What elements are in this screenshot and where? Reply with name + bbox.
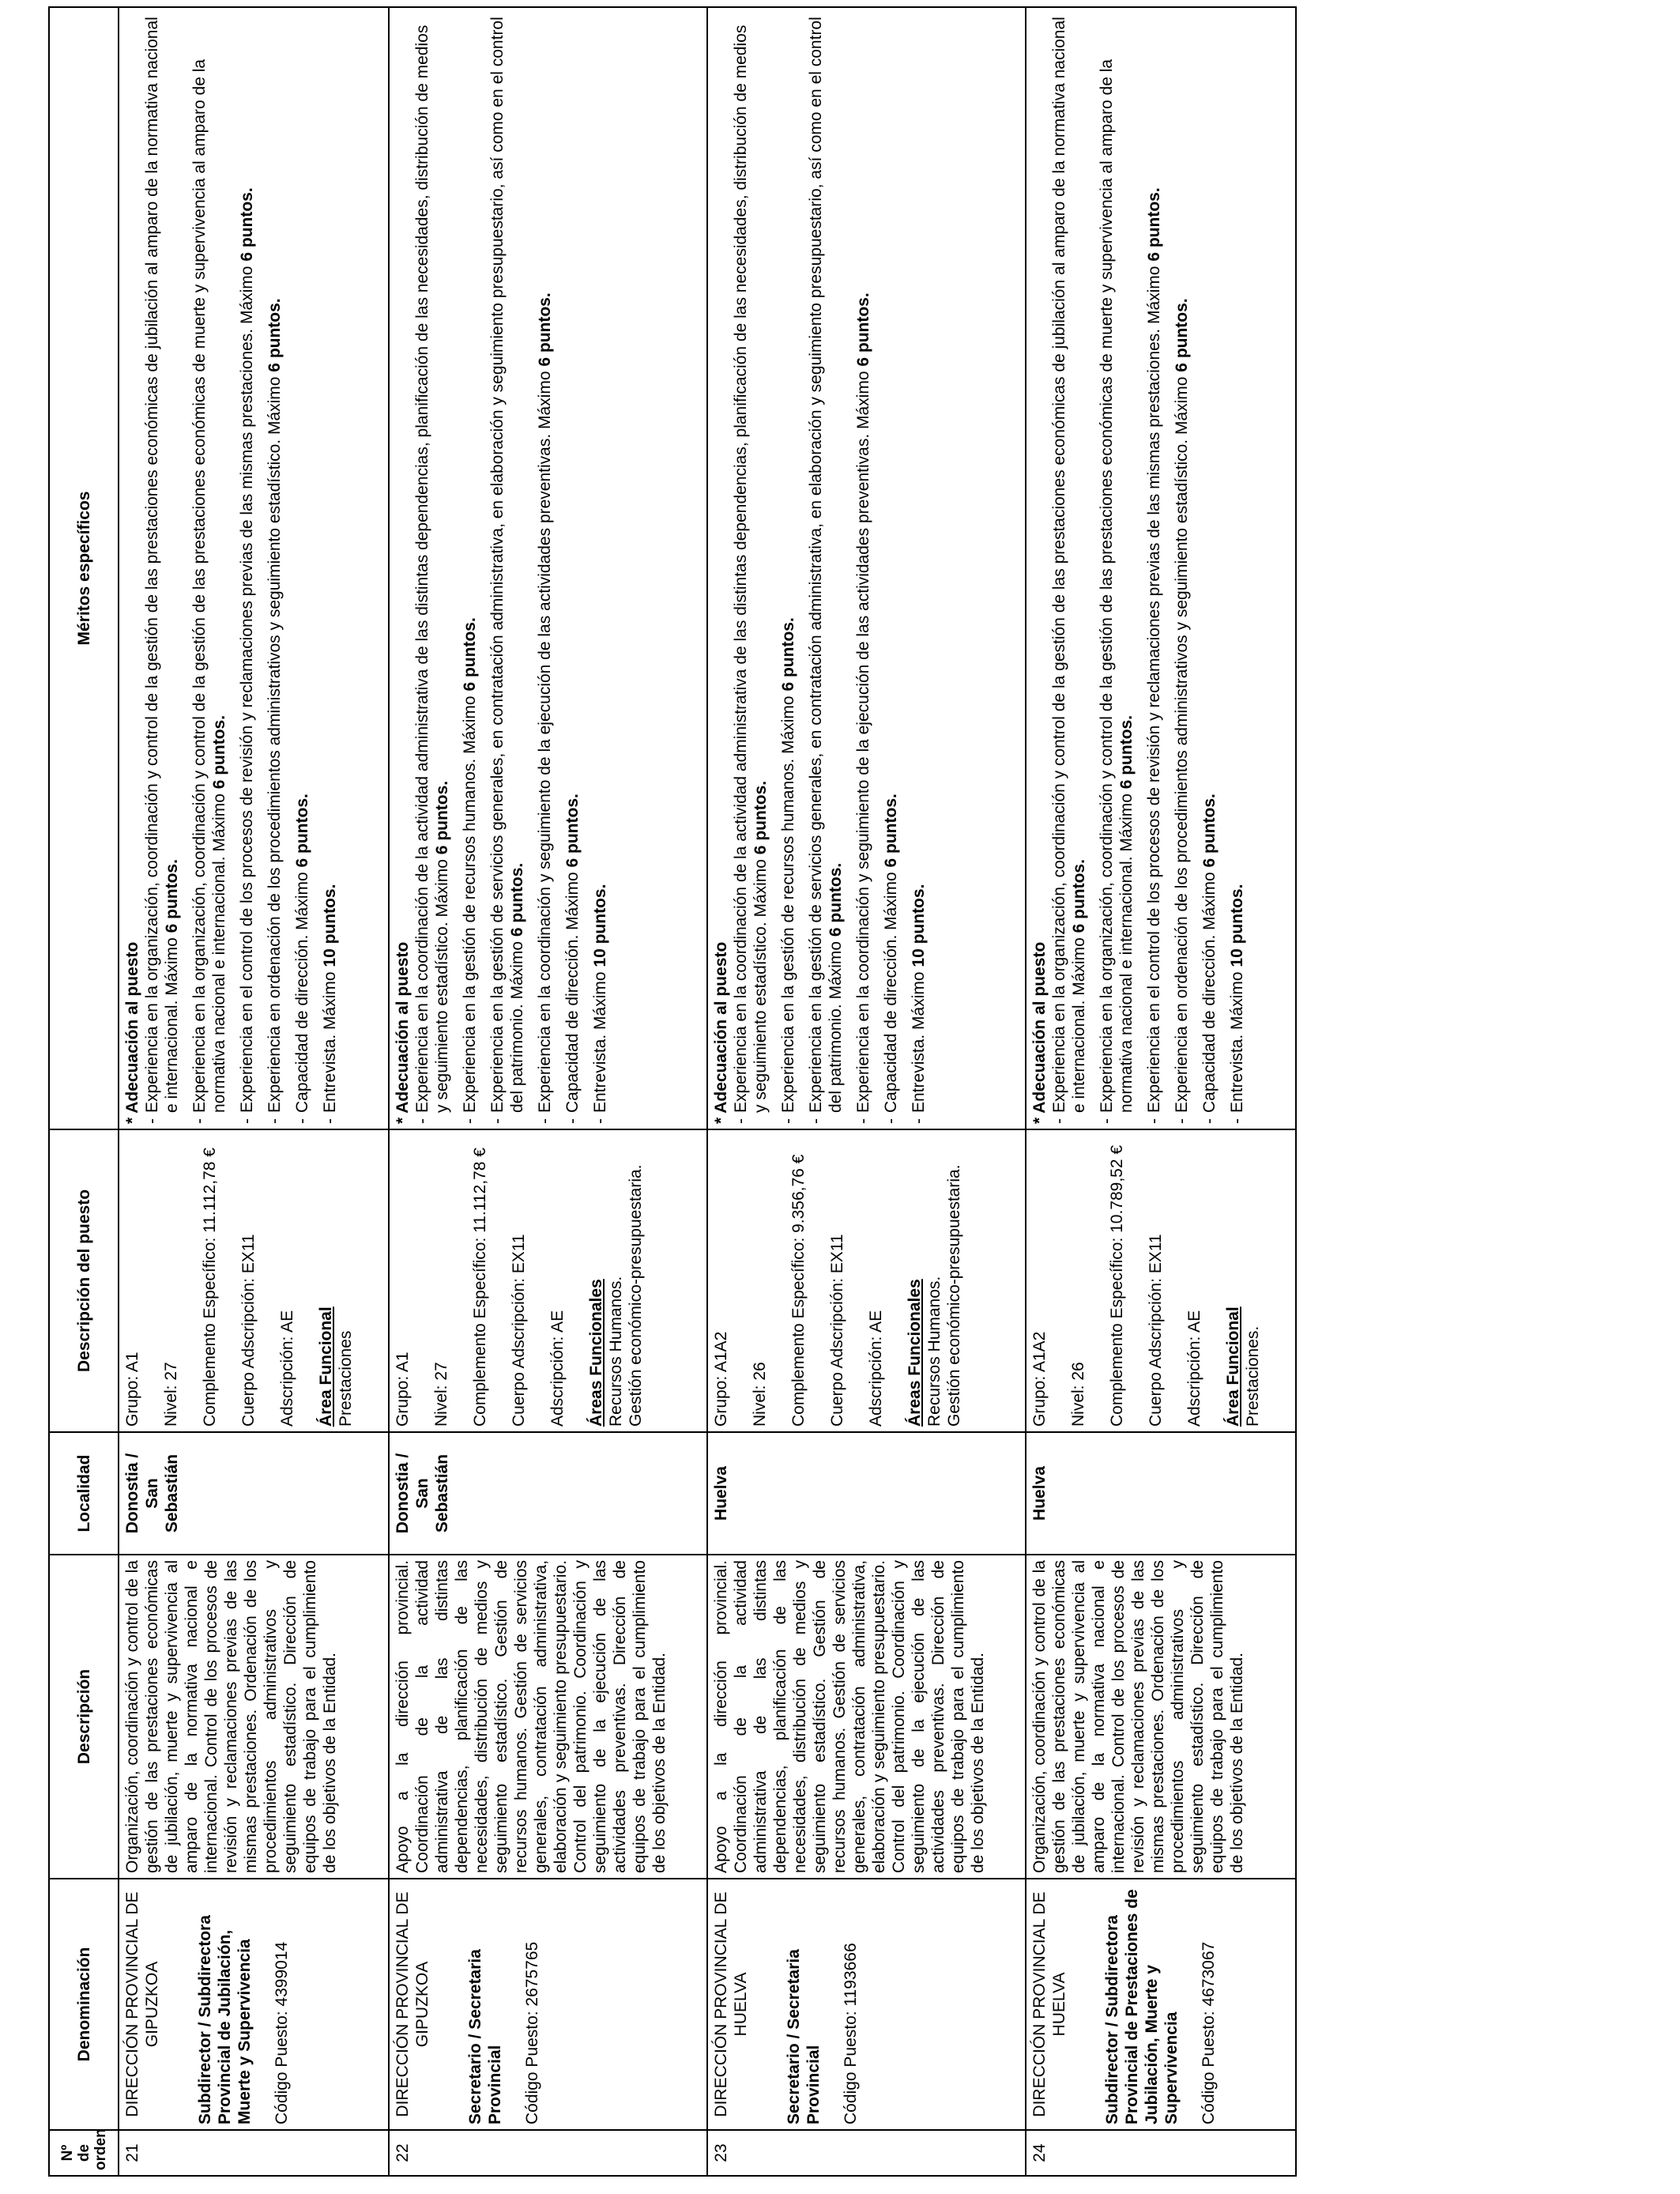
merito-text: Experiencia en la coordinación y seguimiento de la ejecución de las actividades preventivas. Máximo <box>535 366 554 1113</box>
merito-text: Entrevista. Máximo <box>1228 967 1247 1113</box>
merito-text: Experiencia en el control de los procesos de revisión y reclamaciones previas de las mismas prestaciones. Máximo <box>1145 261 1164 1113</box>
bullet-dash: - <box>1050 1118 1069 1124</box>
merito-text: Capacidad de dirección. Máximo <box>1200 867 1219 1113</box>
desc-puesto-cell <box>1026 1129 1296 1432</box>
meritos-cell <box>1026 7 1296 1129</box>
area-item: Recursos Humanos. <box>606 1276 625 1427</box>
area-funcional-title: Área Funcional <box>1224 1306 1243 1427</box>
cuerpo-adscripcion: Cuerpo Adscripción: EX11 <box>509 1234 528 1427</box>
area-funcional-items <box>1243 1135 1263 1427</box>
bullet-dash: - <box>293 1118 311 1124</box>
area-funcional-items <box>606 1135 646 1427</box>
merito-points: 6 puntos. <box>881 794 900 868</box>
merito-text: Entrevista. Máximo <box>909 967 928 1113</box>
merito-item <box>853 13 873 1124</box>
bullet-dash: - <box>1173 1118 1192 1124</box>
descripcion-text: Organización, coordinación y control de la gestión de las prestaciones económicas de jubilación, muerte y supervivencia al amparo de la normativa nacional e internacional. Control de los procesos de revisión y reclamaciones previas de las mismas prestaciones. Ordenación de los procedimientos administrativos y seguimiento estadístico. Dirección de equipos de trabajo para el cumplimiento de los objetivos de la Entidad. <box>123 1560 339 1873</box>
localidad-cell <box>389 1432 707 1555</box>
meritos-cell <box>389 7 707 1129</box>
denominacion-cell <box>707 1879 1026 2130</box>
merito-points: 10 puntos. <box>1228 884 1247 967</box>
merito-points: 6 puntos. <box>1173 298 1192 372</box>
order-cell <box>389 2130 707 2176</box>
area-funcional-title: Áreas Funcionales <box>586 1279 605 1427</box>
localidad-text: Huelva <box>1030 1466 1049 1521</box>
meritos-list <box>412 13 610 1124</box>
merito-points: 6 puntos. <box>266 298 284 372</box>
merito-item <box>909 13 929 1124</box>
bullet-dash: - <box>1145 1118 1164 1124</box>
merito-points: 10 puntos. <box>909 884 928 967</box>
area-item: Prestaciones <box>337 1330 355 1427</box>
merito-points: 6 puntos. <box>563 794 582 868</box>
merito-text: Capacidad de dirección. Máximo <box>293 867 311 1113</box>
bullet-dash: - <box>1200 1118 1219 1124</box>
table-row <box>1026 7 1296 2176</box>
merito-text: Experiencia en la gestión de recursos humanos. Máximo <box>778 691 797 1113</box>
merito-points: 6 puntos. <box>293 794 311 868</box>
merito-text: Experiencia en ordenación de los procedimientos administrativos y seguimiento estadístico. Máximo <box>1173 371 1192 1113</box>
bullet-dash: - <box>238 1118 256 1124</box>
denominacion-cell <box>1026 1879 1296 2130</box>
area-item: Gestión económico-presupuestaria. <box>944 1164 963 1427</box>
merito-text: Experiencia en la gestión de recursos humanos. Máximo <box>460 691 479 1113</box>
order-number: 22 <box>393 2143 412 2162</box>
desc-puesto-cell <box>707 1129 1026 1432</box>
merito-item <box>1227 13 1247 1124</box>
order-number: 24 <box>1030 2143 1049 2162</box>
meritos-title: * Adecuación al puesto <box>393 941 412 1124</box>
meritos-title: * Adecuación al puesto <box>123 941 141 1124</box>
cuerpo-adscripcion: Cuerpo Adscripción: EX11 <box>1147 1234 1166 1427</box>
area-funcional-items <box>925 1135 964 1427</box>
merito-item <box>1097 13 1136 1124</box>
merito-points: 10 puntos. <box>590 884 609 967</box>
bullet-dash: - <box>321 1118 339 1124</box>
bullet-dash: - <box>190 1118 209 1124</box>
order-number: 21 <box>123 2143 141 2162</box>
nivel: Nivel: 27 <box>162 1362 180 1427</box>
localidad-cell <box>1026 1432 1296 1555</box>
merito-text: Entrevista. Máximo <box>590 967 609 1113</box>
merito-points: 6 puntos. <box>535 292 554 367</box>
direccion-provincial: DIRECCIÓN PROVINCIAL DE HUELVA <box>711 1891 750 2117</box>
order-cell <box>1026 2130 1296 2176</box>
merito-points: 10 puntos. <box>321 884 339 967</box>
localidad-text: Donostia / San Sebastián <box>393 1453 451 1534</box>
merito-points: 6 puntos. <box>751 780 770 855</box>
merito-item <box>292 13 312 1124</box>
merito-text: Experiencia en la gestión de servicios generales, en contratación administrativa, en elaboración y seguimiento presupuestario, así como en el control del patrimonio. Máximo <box>806 17 845 1113</box>
meritos-list <box>142 13 340 1124</box>
area-funcional-title: Área Funcional <box>317 1306 335 1427</box>
merito-item <box>460 13 480 1124</box>
merito-points: 6 puntos. <box>826 862 845 937</box>
adscripcion: Adscripción: AE <box>1185 1310 1204 1427</box>
descripcion-cell <box>389 1555 707 1879</box>
adscripcion: Adscripción: AE <box>548 1310 567 1427</box>
codigo-puesto: Código Puesto: 1193666 <box>841 1943 860 2124</box>
merito-item <box>320 13 340 1124</box>
codigo-puesto: Código Puesto: 4399014 <box>273 1941 291 2124</box>
header-denominacion: Denominación <box>49 1879 119 2130</box>
merito-text: Experiencia en el control de los procesos de revisión y reclamaciones previas de las mismas prestaciones. Máximo <box>238 261 256 1113</box>
merito-points: 6 puntos. <box>1145 187 1164 262</box>
merito-points: 6 puntos. <box>238 187 256 262</box>
merito-text: Experiencia en la organización, coordinación y control de la gestión de las prestaciones económicas de muerte y supervivencia al amparo de la normativa nacional e internacional. Máximo <box>1098 58 1136 1113</box>
rotated-page <box>48 8 1297 2177</box>
merito-item <box>563 13 582 1124</box>
merito-text: Experiencia en la coordinación de la actividad administrativa de las distintas dependencias, planificación de las necesidades, distribución de medios y seguimiento estadístico. Máximo <box>412 25 451 1113</box>
complemento-especifico: Complemento Específico: 10.789,52 € <box>1108 1144 1127 1427</box>
denominacion-cell <box>389 1879 707 2130</box>
meritos-list <box>1049 13 1247 1124</box>
nivel: Nivel: 26 <box>750 1362 769 1427</box>
merito-points: 6 puntos. <box>210 714 228 790</box>
header-localidad: Localidad <box>49 1432 119 1555</box>
bullet-dash: - <box>535 1118 554 1124</box>
merito-item <box>237 13 257 1124</box>
merito-item <box>265 13 284 1124</box>
bullet-dash: - <box>1228 1118 1247 1124</box>
merito-points: 6 puntos. <box>1200 794 1219 868</box>
merito-text: Entrevista. Máximo <box>321 967 339 1113</box>
area-item: Recursos Humanos. <box>925 1276 944 1427</box>
header-row <box>49 7 119 2176</box>
cuerpo-adscripcion: Cuerpo Adscripción: EX11 <box>239 1234 258 1427</box>
meritos-list <box>731 13 929 1124</box>
meritos-title: * Adecuación al puesto <box>1030 941 1049 1124</box>
bullet-dash: - <box>909 1118 928 1124</box>
puesto-title: Secretario / Secretaria Provincial <box>784 1949 823 2124</box>
merito-text: Experiencia en la gestión de servicios generales, en contratación administrativa, en elaboración y seguimiento presupuestario, así como en el control del patrimonio. Máximo <box>488 17 526 1113</box>
merito-item <box>1049 13 1089 1124</box>
grupo: Grupo: A1A2 <box>1030 1331 1049 1427</box>
direccion-provincial: DIRECCIÓN PROVINCIAL DE HUELVA <box>1030 1891 1069 2117</box>
table-row <box>389 7 707 2176</box>
meritos-cell <box>707 7 1026 1129</box>
merito-item <box>590 13 610 1124</box>
bullet-dash: - <box>731 1118 750 1124</box>
direccion-provincial: DIRECCIÓN PROVINCIAL DE GIPUZKOA <box>393 1891 431 2117</box>
merito-text: Experiencia en la organización, coordinación y control de la gestión de las prestaciones económicas de muerte y supervivencia al amparo de la normativa nacional e internacional. Máximo <box>190 58 228 1113</box>
merito-item <box>535 13 555 1124</box>
merito-item <box>778 13 798 1124</box>
bullet-dash: - <box>266 1118 284 1124</box>
bullet-dash: - <box>853 1118 872 1124</box>
merito-item <box>806 13 846 1124</box>
nivel: Nivel: 26 <box>1069 1362 1088 1427</box>
localidad-text: Donostia / San Sebastián <box>123 1453 181 1534</box>
complemento-especifico: Complemento Específico: 11.112,78 € <box>201 1148 219 1427</box>
merito-item <box>412 13 452 1124</box>
descripcion-cell <box>119 1555 389 1879</box>
bullet-dash: - <box>881 1118 900 1124</box>
denominacion-cell <box>119 1879 389 2130</box>
merito-item <box>142 13 182 1124</box>
merito-points: 6 puntos. <box>1070 859 1089 933</box>
table-row <box>707 7 1026 2176</box>
meritos-cell <box>119 7 389 1129</box>
merito-points: 6 puntos. <box>507 862 526 937</box>
merito-points: 6 puntos. <box>432 780 451 855</box>
descripcion-text: Organización, coordinación y control de la gestión de las prestaciones económicas de jubilación, muerte y supervivencia al amparo de la normativa nacional e internacional. Control de los procesos de revisión y reclamaciones previas de las mismas prestaciones. Ordenación de los procedimientos administrativos y seguimiento estadístico. Dirección de equipos de trabajo para el cumplimiento de los objetivos de la Entidad. <box>1030 1560 1247 1873</box>
localidad-cell <box>707 1432 1026 1555</box>
merito-text: Experiencia en la coordinación de la actividad administrativa de las distintas dependencias, planificación de las necesidades, distribución de medios y seguimiento estadístico. Máximo <box>731 25 770 1113</box>
cuerpo-adscripcion: Cuerpo Adscripción: EX11 <box>827 1234 846 1427</box>
grupo: Grupo: A1 <box>393 1351 412 1427</box>
merito-text: Experiencia en la organización, coordinación y control de la gestión de las prestaciones económicas de jubilación al amparo de la normativa nacional e internacional. Máximo <box>143 17 181 1113</box>
desc-puesto-cell <box>119 1129 389 1432</box>
merito-points: 6 puntos. <box>853 292 872 367</box>
bullet-dash: - <box>412 1118 431 1124</box>
localidad-cell <box>119 1432 389 1555</box>
header-desc-puesto: Descripción del puesto <box>49 1129 119 1432</box>
bullet-dash: - <box>1098 1118 1117 1124</box>
merito-item <box>190 13 229 1124</box>
merito-text: Capacidad de dirección. Máximo <box>563 867 582 1113</box>
header-meritos: Méritos específicos <box>49 7 119 1129</box>
merito-text: Experiencia en la organización, coordinación y control de la gestión de las prestaciones económicas de jubilación al amparo de la normativa nacional e internacional. Máximo <box>1050 17 1089 1113</box>
merito-text: Capacidad de dirección. Máximo <box>881 867 900 1113</box>
bullet-dash: - <box>143 1118 161 1124</box>
adscripcion: Adscripción: AE <box>278 1310 296 1427</box>
area-funcional-items <box>336 1135 356 1427</box>
puesto-title: Secretario / Secretaria Provincial <box>465 1949 504 2124</box>
bullet-dash: - <box>590 1118 609 1124</box>
merito-points: 6 puntos. <box>778 617 797 692</box>
descripcion-text: Apoyo a la dirección provincial. Coordinación de la actividad administrativa de las distintas dependencias, planificación de las necesidades, distribución de medios y seguimiento estadístico. Gestión de recursos humanos. Gestión de servicios generales, contratación administrativa, elaboración y seguimiento presupuestario. Control del patrimonio. Coordinación y seguimiento de la ejecución de las actividades preventivas. Dirección de equipos de trabajo para el cumplimiento de los objetivos de la Entidad. <box>393 1560 669 1873</box>
merito-item <box>1200 13 1219 1124</box>
complemento-especifico: Complemento Específico: 9.356,76 € <box>789 1154 808 1427</box>
merito-item <box>881 13 901 1124</box>
descripcion-cell <box>707 1555 1026 1879</box>
order-cell <box>707 2130 1026 2176</box>
puesto-title: Subdirector / Subdirectora Provincial de Jubilación, Muerte y Supervivencia <box>196 1915 254 2124</box>
merito-points: 6 puntos. <box>163 859 181 933</box>
localidad-text: Huelva <box>711 1466 730 1521</box>
meritos-title: * Adecuación al puesto <box>711 941 730 1124</box>
bullet-dash: - <box>778 1118 797 1124</box>
area-funcional-title: Áreas Funcionales <box>905 1279 924 1427</box>
merito-text: Experiencia en ordenación de los procedimientos administrativos y seguimiento estadístico. Máximo <box>266 371 284 1113</box>
descripcion-cell <box>1026 1555 1296 1879</box>
codigo-puesto: Código Puesto: 2675765 <box>522 1941 541 2124</box>
positions-table <box>48 6 1297 2177</box>
area-item: Prestaciones. <box>1244 1325 1263 1427</box>
area-item: Gestión económico-presupuestaria. <box>626 1164 645 1427</box>
puesto-title: Subdirector / Subdirectora Provincial de Prestaciones de Jubilación, Muerte y Supervivencia <box>1103 1889 1181 2124</box>
bullet-dash: - <box>460 1118 479 1124</box>
header-order: Nº de orden <box>49 2130 119 2176</box>
bullet-dash: - <box>488 1118 507 1124</box>
header-descripcion: Descripción <box>49 1555 119 1879</box>
nivel: Nivel: 27 <box>431 1362 450 1427</box>
table-row <box>119 7 389 2176</box>
grupo: Grupo: A1 <box>123 1351 141 1427</box>
desc-puesto-cell <box>389 1129 707 1432</box>
merito-item <box>488 13 527 1124</box>
codigo-puesto: Código Puesto: 4673067 <box>1200 1941 1219 2124</box>
merito-text: Experiencia en la coordinación y seguimiento de la ejecución de las actividades preventivas. Máximo <box>853 366 872 1113</box>
merito-points: 6 puntos. <box>1117 714 1136 790</box>
merito-item <box>731 13 770 1124</box>
bullet-dash: - <box>563 1118 582 1124</box>
merito-item <box>1144 13 1164 1124</box>
direccion-provincial: DIRECCIÓN PROVINCIAL DE GIPUZKOA <box>123 1891 161 2117</box>
merito-points: 6 puntos. <box>460 617 479 692</box>
order-cell <box>119 2130 389 2176</box>
bullet-dash: - <box>806 1118 825 1124</box>
descripcion-text: Apoyo a la dirección provincial. Coordinación de la actividad administrativa de las distintas dependencias, planificación de las necesidades, distribución de medios y seguimiento estadístico. Gestión de recursos humanos. Gestión de servicios generales, contratación administrativa, elaboración y seguimiento presupuestario. Control del patrimonio. Coordinación y seguimiento de la ejecución de las actividades preventivas. Dirección de equipos de trabajo para el cumplimiento de los objetivos de la Entidad. <box>711 1560 987 1873</box>
merito-item <box>1172 13 1192 1124</box>
adscripcion: Adscripción: AE <box>866 1310 885 1427</box>
grupo: Grupo: A1A2 <box>711 1331 730 1427</box>
complemento-especifico: Complemento Específico: 11.112,78 € <box>470 1148 489 1427</box>
order-number: 23 <box>711 2143 730 2162</box>
